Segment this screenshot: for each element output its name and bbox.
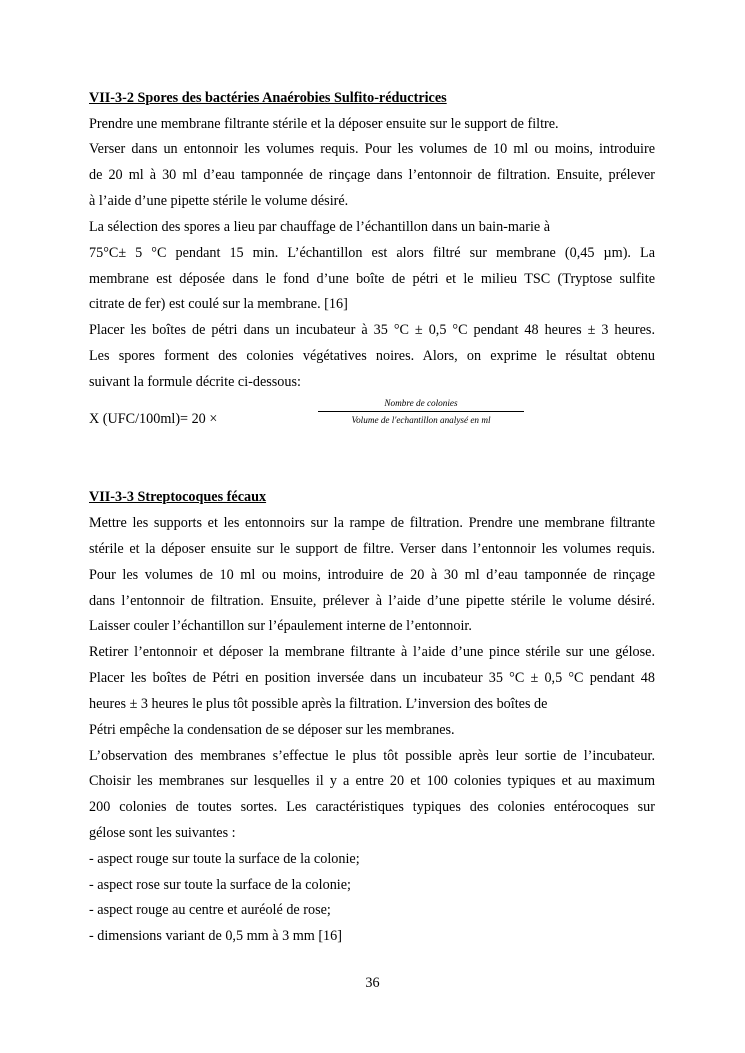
- list-item: - aspect rose sur toute la surface de la colonie;: [89, 877, 351, 893]
- paragraph-line: de 20 ml à 30 ml d’eau tamponnée de rinçage dans l’entonnoir de filtration. Ensuite, prélever: [89, 167, 655, 183]
- paragraph-line: dans l’entonnoir de filtration. Ensuite, prélever à l’aide d’une pipette stérile le volume désiré.: [89, 593, 655, 609]
- paragraph-line: membrane est déposée dans le fond d’une boîte de pétri et le milieu TSC (Tryptose sulfite: [89, 271, 655, 287]
- paragraph-line: Pétri empêche la condensation de se déposer sur les membranes.: [89, 722, 455, 738]
- paragraph-line: Placer les boîtes de Pétri en position inversée dans un incubateur 35 °C ± 0,5 °C pendant 48: [89, 670, 655, 686]
- paragraph-line: Retirer l’entonnoir et déposer la membrane filtrante à l’aide d’une pince stérile sur une gélose.: [89, 644, 655, 660]
- paragraph-line: suivant la formule décrite ci-dessous:: [89, 374, 301, 390]
- formula-lhs: X (UFC/100ml)= 20 ×: [89, 411, 218, 427]
- paragraph-line: heures ± 3 heures le plus tôt possible après la filtration. L’inversion des boîtes de: [89, 696, 548, 712]
- formula-fraction: [318, 397, 524, 426]
- list-item: - aspect rouge au centre et auréolé de rose;: [89, 902, 331, 918]
- fraction-bar: [318, 411, 524, 412]
- paragraph-line: Les spores forment des colonies végétatives noires. Alors, on exprime le résultat obtenu: [89, 348, 655, 364]
- formula-numerator: Nombre de colonies: [384, 398, 458, 408]
- paragraph-line: stérile et la déposer ensuite sur le support de filtre. Verser dans l’entonnoir les volumes requis.: [89, 541, 655, 557]
- ufc-formula: [89, 397, 491, 433]
- list-item: - aspect rouge sur toute la surface de la colonie;: [89, 851, 360, 867]
- paragraph-line: citrate de fer) est coulé sur la membrane. [16]: [89, 296, 348, 312]
- list-item: - dimensions variant de 0,5 mm à 3 mm [16]: [89, 928, 342, 944]
- paragraph-line: Placer les boîtes de pétri dans un incubateur à 35 °C ± 0,5 °C pendant 48 heures ± 3 heures.: [89, 322, 655, 338]
- page-number: 36: [365, 975, 380, 991]
- paragraph-line: 75°C± 5 °C pendant 15 min. L’échantillon est alors filtré sur membrane (0,45 µm). La: [89, 245, 655, 261]
- paragraph-line: L’observation des membranes s’effectue le plus tôt possible après leur sortie de l’incubateur.: [89, 748, 655, 764]
- paragraph-line: Verser dans un entonnoir les volumes requis. Pour les volumes de 10 ml ou moins, introduire: [89, 141, 655, 157]
- section-heading-spores: VII-3-2 Spores des bactéries Anaérobies Sulfito-réductrices: [89, 90, 447, 106]
- section-heading-streptocoques: VII-3-3 Streptocoques fécaux: [89, 489, 267, 505]
- paragraph-line: gélose sont les suivantes :: [89, 825, 236, 841]
- paragraph-line: La sélection des spores a lieu par chauffage de l’échantillon dans un bain-marie à: [89, 219, 551, 235]
- paragraph-line: à l’aide d’une pipette stérile le volume désiré.: [89, 193, 349, 209]
- paragraph-line: Mettre les supports et les entonnoirs sur la rampe de filtration. Prendre une membrane filtrante: [89, 515, 655, 531]
- paragraph-line: Pour les volumes de 10 ml ou moins, introduire de 20 à 30 ml d’eau tamponnée de rinçage: [89, 567, 655, 583]
- paragraph-line: 200 colonies de toutes sortes. Les caractéristiques typiques des colonies entérocoques sur: [89, 799, 655, 815]
- paragraph-line: Prendre une membrane filtrante stérile et la déposer ensuite sur le support de filtre.: [89, 116, 559, 132]
- formula-denominator: Volume de l′echantillon analysé en ml: [351, 415, 491, 425]
- paragraph-line: Choisir les membranes sur lesquelles il y a entre 20 et 100 colonies typiques et au maximum: [89, 773, 655, 789]
- paragraph-line: Laisser couler l’échantillon sur l’épaulement interne de l’entonnoir.: [89, 618, 472, 634]
